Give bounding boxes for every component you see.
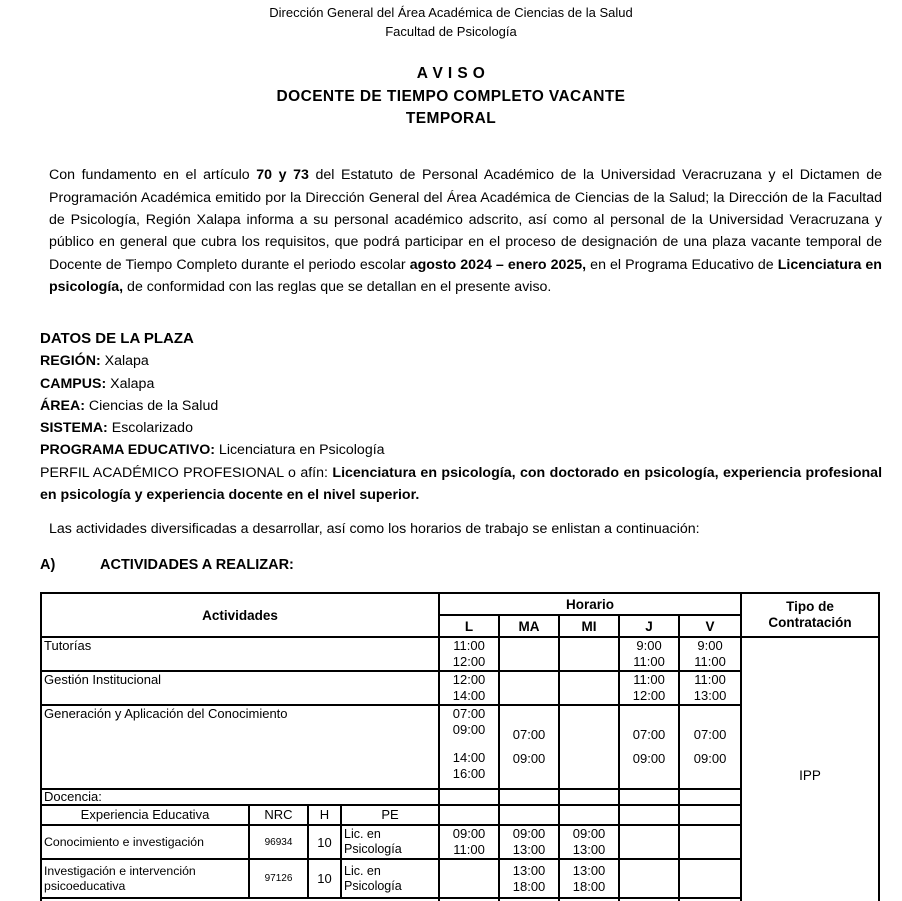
col-header-tipo-contratacion <box>741 593 879 637</box>
title-temporal: TEMPORAL <box>405 110 497 127</box>
generacion-time-L <box>439 705 499 789</box>
activity-label-tutorias: Tutorías <box>41 637 439 671</box>
nrc-investigacion: 97126 <box>249 859 308 898</box>
tutorias-time-J <box>619 637 679 671</box>
title-docente: DOCENTE DE TIEMPO COMPLETO VACANTE <box>276 87 626 105</box>
plaza-value-campus: Xalapa <box>106 375 155 392</box>
plaza-label-campus: CAMPUS: <box>40 375 107 392</box>
time-gap <box>622 743 676 751</box>
time-line: 9:00 <box>697 638 723 653</box>
time-line: 11:00 <box>453 638 485 653</box>
time-line: 07:00 <box>452 706 486 721</box>
doc-title <box>0 63 902 131</box>
time-line: 11:00 <box>694 654 726 669</box>
conocimiento-time-V <box>679 825 741 859</box>
intro-program-bold: Licenciatura en psicología, <box>49 256 882 296</box>
time-line: 11:00 <box>694 672 726 687</box>
subheader-h: H <box>308 805 341 825</box>
time-line: 09:00 <box>572 826 606 841</box>
subheader-pe: PE <box>341 805 439 825</box>
time-line: 11:00 <box>633 654 665 669</box>
tipo-header-line-2: Contratación <box>768 615 852 630</box>
time-line: 09:00 <box>512 751 546 766</box>
plaza-item-campus <box>40 373 882 395</box>
pe-investigacion: Lic. en Psicología <box>341 859 439 898</box>
intro-period-bold: agosto 2024 – enero 2025, <box>409 256 587 273</box>
time-line: 09:00 <box>693 751 727 766</box>
gestion-time-MI <box>559 671 619 705</box>
time-line: 13:00 <box>572 862 606 878</box>
docencia-time-J <box>619 789 679 805</box>
docencia-time-MA <box>499 789 559 805</box>
gestion-time-L <box>439 671 499 705</box>
plaza-item-sistema <box>40 417 882 439</box>
tutorias-time-MA <box>499 637 559 671</box>
ee-label-conocimiento: Conocimiento e investigación <box>41 825 249 859</box>
title-aviso: A V I S O <box>416 65 486 82</box>
ee-label-investigacion: Investigación e intervención psicoeducativa <box>41 859 249 898</box>
time-gap <box>442 738 496 750</box>
time-line: 13:00 <box>512 842 546 857</box>
time-line: 11:00 <box>453 842 485 857</box>
time-line: 12:00 <box>632 688 666 703</box>
gestion-time-MA <box>499 671 559 705</box>
time-line: 07:00 <box>512 727 546 742</box>
time-line: 12:00 <box>452 672 486 687</box>
subheader-time-V <box>679 805 741 825</box>
plaza-heading: DATOS DE LA PLAZA <box>40 330 194 347</box>
plaza-value-programa: Licenciatura en Psicología <box>214 442 385 459</box>
nrc-conocimiento: 96934 <box>249 825 308 859</box>
generacion-time-J <box>619 705 679 789</box>
plaza-item-area <box>40 395 882 417</box>
time-line: 09:00 <box>512 826 546 841</box>
tipo-contratacion-value: IPP <box>741 637 879 901</box>
time-line: 16:00 <box>452 766 486 781</box>
intro-seg-1: Con fundamento en el artículo <box>49 167 257 184</box>
investigacion-time-MI <box>559 859 619 898</box>
col-header-actividades: Actividades <box>41 593 439 637</box>
activity-label-docencia: Docencia: <box>41 789 439 805</box>
h-investigacion: 10 <box>308 859 341 898</box>
row-tutorias <box>41 637 879 671</box>
plaza-item-programa <box>40 439 882 461</box>
time-line: 09:00 <box>452 826 486 841</box>
time-line: 09:00 <box>452 722 486 737</box>
perfil-label: PERFIL ACADÉMICO PROFESIONAL o afín: <box>40 464 333 481</box>
time-gap <box>682 743 738 751</box>
time-line: 07:00 <box>632 727 666 742</box>
intro-seg-5: en el Programa Educativo de <box>586 256 778 273</box>
doc-header-line-2: Facultad de Psicología <box>385 23 517 39</box>
plaza-item-perfil <box>40 462 882 507</box>
doc-header <box>0 4 902 41</box>
day-header-V: V <box>679 615 741 637</box>
plaza-label-programa: PROGRAMA EDUCATIVO: <box>40 442 215 459</box>
plaza-value-area: Ciencias de la Salud <box>84 397 219 414</box>
investigacion-time-L <box>439 859 499 898</box>
intro-seg-3: del Estatuto de Personal Académico de la Universidad Veracruzana y el Dictamen de Programación Académica emitido por la Dirección General del Área Académica de Ciencias de la Salud; la Dirección de la Facultad de Psicología, Región Xalapa informa a su personal académico adscrito, así como al personal de la Universidad Veracruzana y público en general que cubra los requisitos, que podrá participar en el proceso de designación de una plaza vacante temporal de Docente de Tiempo Completo durante el periodo escolar <box>49 167 882 273</box>
docencia-time-MI <box>559 789 619 805</box>
plaza-item-region <box>40 350 882 372</box>
activities-schedule-table <box>40 592 880 901</box>
tutorias-time-MI <box>559 637 619 671</box>
day-header-J: J <box>619 615 679 637</box>
col-header-horario: Horario <box>439 593 741 615</box>
time-line: 14:00 <box>452 750 486 765</box>
section-a-marker: A) <box>40 557 56 573</box>
conocimiento-time-J <box>619 825 679 859</box>
time-line: 09:00 <box>632 751 666 766</box>
activities-intro-line: Las actividades diversificadas a desarrollar, así como los horarios de trabajo se enlistan a continuación: <box>49 521 700 537</box>
subheader-nrc: NRC <box>249 805 308 825</box>
investigacion-time-J <box>619 859 679 898</box>
subheader-time-J <box>619 805 679 825</box>
docencia-time-L <box>439 789 499 805</box>
subheader-time-MI <box>559 805 619 825</box>
activity-label-generacion: Generación y Aplicación del Conocimiento <box>41 705 439 789</box>
time-line: 07:00 <box>693 727 727 742</box>
intro-articles-bold: 70 y 73 <box>256 167 309 184</box>
generacion-time-MI <box>559 705 619 789</box>
time-line: 14:00 <box>452 688 486 703</box>
intro-paragraph <box>49 164 882 298</box>
subheader-experiencia-educativa: Experiencia Educativa <box>41 805 249 825</box>
h-conocimiento: 10 <box>308 825 341 859</box>
pe-conocimiento: Lic. en Psicología <box>341 825 439 859</box>
time-line: 13:00 <box>512 862 546 878</box>
plaza-label-area: ÁREA: <box>40 397 85 414</box>
subheader-time-L <box>439 805 499 825</box>
section-a-heading <box>40 557 294 573</box>
conocimiento-time-L <box>439 825 499 859</box>
time-line: 11:00 <box>633 672 665 687</box>
gestion-time-V <box>679 671 741 705</box>
plaza-section <box>40 328 882 506</box>
generacion-time-MA <box>499 705 559 789</box>
time-gap <box>502 743 556 751</box>
intro-seg-7: de conformidad con las reglas que se detallan en el presente aviso. <box>123 279 552 296</box>
tutorias-time-V <box>679 637 741 671</box>
table-header-row-1 <box>41 593 879 615</box>
plaza-label-sistema: SISTEMA: <box>40 420 108 437</box>
activity-label-gestion: Gestión Institucional <box>41 671 439 705</box>
day-header-MI: MI <box>559 615 619 637</box>
section-a-title: ACTIVIDADES A REALIZAR: <box>100 557 294 573</box>
time-line: 13:00 <box>693 688 727 703</box>
subheader-time-MA <box>499 805 559 825</box>
time-line: 9:00 <box>636 638 662 653</box>
day-header-L: L <box>439 615 499 637</box>
tutorias-time-L <box>439 637 499 671</box>
doc-header-line-1: Dirección General del Área Académica de Ciencias de la Salud <box>269 5 633 20</box>
time-line: 13:00 <box>572 842 606 857</box>
plaza-label-region: REGIÓN: <box>40 353 101 370</box>
plaza-value-region: Xalapa <box>100 353 149 370</box>
plaza-value-sistema: Escolarizado <box>107 420 193 437</box>
perfil-value: Licenciatura en psicología, con doctorado en psicología, experiencia profesional en psicología y experiencia docente en el nivel superior. <box>40 464 883 504</box>
docencia-time-V <box>679 789 741 805</box>
generacion-time-V <box>679 705 741 789</box>
tipo-header-line-1: Tipo de <box>786 599 834 614</box>
investigacion-time-MA <box>499 859 559 898</box>
time-line: 18:00 <box>512 878 546 894</box>
day-header-MA: MA <box>499 615 559 637</box>
investigacion-time-V <box>679 859 741 898</box>
time-line: 12:00 <box>452 654 486 669</box>
conocimiento-time-MI <box>559 825 619 859</box>
time-line: 18:00 <box>572 878 606 894</box>
gestion-time-J <box>619 671 679 705</box>
conocimiento-time-MA <box>499 825 559 859</box>
